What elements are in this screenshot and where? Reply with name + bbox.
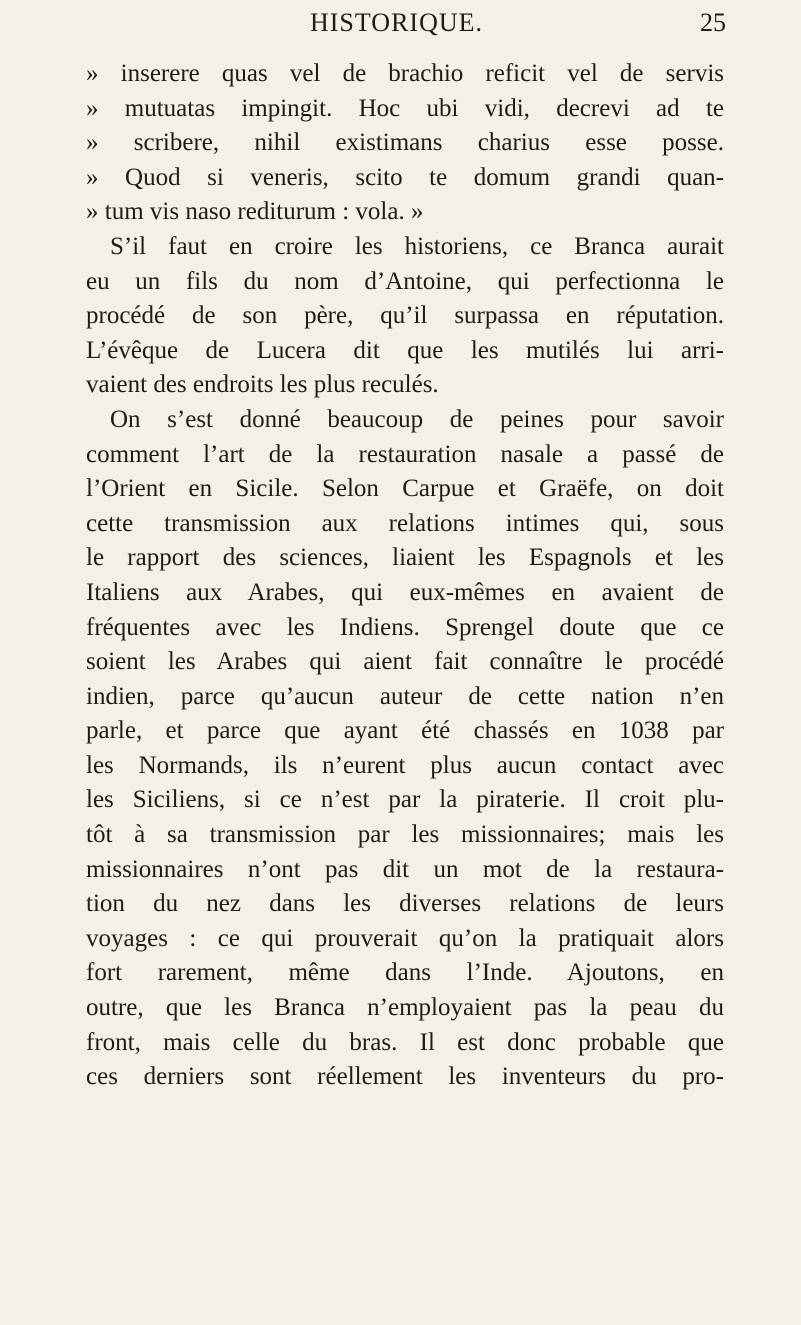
text-line: L’évêque de Lucera dit que les mutilés lui arri-	[86, 336, 724, 364]
text-line: On s’est donné beaucoup de peines pour savoir	[110, 405, 724, 433]
text-line: » mutuatas impingit. Hoc ubi vidi, decrevi ad te	[86, 94, 724, 122]
text-line: ces derniers sont réellement les inventeurs du pro-	[86, 1063, 724, 1091]
text-line: les Normands, ils n’eurent plus aucun contact avec	[86, 751, 724, 779]
text-line: Italiens aux Arabes, qui eux-mêmes en avaient de	[86, 578, 724, 606]
text-line: tôt à sa transmission par les missionnaires; mais les	[86, 821, 724, 849]
text-line: le rapport des sciences, liaient les Espagnols et les	[86, 544, 724, 572]
text-line: indien, parce qu’aucun auteur de cette nation n’en	[86, 682, 724, 710]
text-line: les Siciliens, si ce n’est par la piraterie. Il croit plu-	[86, 786, 724, 814]
text-line: front, mais celle du bras. Il est donc probable que	[86, 1028, 724, 1056]
running-title: HISTORIQUE.	[310, 8, 484, 37]
text-line: » Quod si veneris, scito te domum grandi quan-	[86, 163, 724, 191]
body-text	[86, 57, 724, 1095]
text-line: outre, que les Branca n’employaient pas la peau du	[86, 994, 724, 1022]
text-line: eu un fils du nom d’Antoine, qui perfectionna le	[86, 267, 724, 295]
text-line: soient les Arabes qui aient fait connaître le procédé	[86, 648, 724, 676]
text-line: missionnaires n’ont pas dit un mot de la restaura-	[86, 855, 724, 883]
text-line: fréquentes avec les Indiens. Sprengel doute que ce	[86, 613, 724, 641]
page-header	[86, 8, 726, 54]
text-line: S’il faut en croire les historiens, ce Branca aurait	[110, 232, 724, 260]
text-line: comment l’art de la restauration nasale a passé de	[86, 440, 724, 468]
text-line: fort rarement, même dans l’Inde. Ajoutons, en	[86, 959, 724, 987]
text-line: » scribere, nihil existimans charius esse posse.	[86, 129, 724, 157]
text-line: cette transmission aux relations intimes qui, sous	[86, 509, 724, 537]
text-line: » inserere quas vel de brachio reficit vel de servis	[86, 60, 724, 87]
text-line: tion du nez dans les diverses relations de leurs	[86, 890, 724, 918]
text-line: » tum vis naso rediturum : vola. »	[86, 198, 424, 226]
text-line: voyages : ce qui prouverait qu’on la pratiquait alors	[86, 924, 724, 952]
text-line: procédé de son père, qu’il surpassa en réputation.	[86, 302, 724, 330]
page-number: 25	[700, 8, 726, 37]
text-line: l’Orient en Sicile. Selon Carpue et Graëfe, on doit	[86, 475, 724, 503]
text-line: parle, et parce que ayant été chassés en 1038 par	[86, 717, 724, 745]
text-line: vaient des endroits les plus reculés.	[86, 371, 439, 399]
